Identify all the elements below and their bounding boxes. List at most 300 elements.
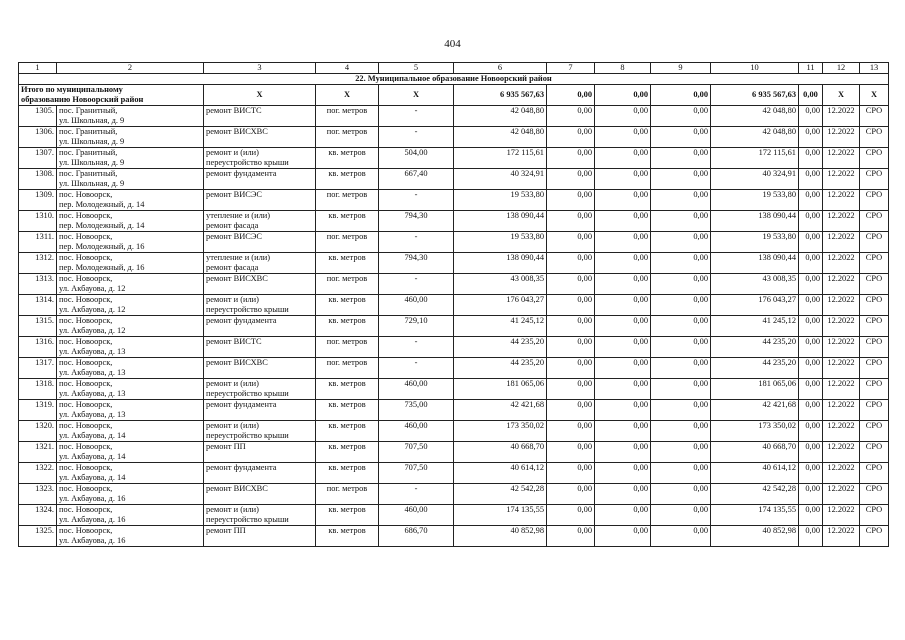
work-type-cell — [204, 253, 316, 274]
value-cell: 0,00 — [547, 505, 595, 526]
column-number: 13 — [860, 63, 889, 74]
page-number: 404 — [444, 38, 461, 50]
value-cell: 0,00 — [595, 358, 651, 379]
value-cell: 0,00 — [547, 211, 595, 232]
value-cell: 0,00 — [651, 148, 711, 169]
value-cell: 0,00 — [799, 526, 823, 547]
work-type-cell — [204, 379, 316, 400]
address-cell-line1: пос. Гранитный, — [59, 148, 118, 157]
total-c8: 0,00 — [595, 85, 651, 106]
address-cell-line2: ул. Акбауова, д. 13 — [59, 347, 126, 356]
quantity-cell: 460,00 — [379, 379, 454, 400]
deadline-cell: 12.2022 — [823, 484, 860, 505]
work-type-cell — [204, 274, 316, 295]
cost-cell: 19 533,80 — [454, 190, 547, 211]
column-number: 11 — [799, 63, 823, 74]
quantity-cell: 667,40 — [379, 169, 454, 190]
method-cell: СРО — [860, 358, 889, 379]
total-cost-cell: 181 065,06 — [711, 379, 799, 400]
address-cell-line1: пос. Новоорск, — [59, 337, 113, 346]
table-row — [19, 463, 889, 484]
quantity-cell: - — [379, 232, 454, 253]
address-cell — [57, 295, 204, 316]
work-type-cell-line1: ремонт и (или) — [206, 295, 259, 304]
work-type-cell — [204, 169, 316, 190]
cost-cell: 40 668,70 — [454, 442, 547, 463]
unit-cell: кв. метров — [316, 253, 379, 274]
value-cell: 0,00 — [651, 106, 711, 127]
value-cell: 0,00 — [799, 274, 823, 295]
method-cell: СРО — [860, 127, 889, 148]
unit-cell: пог. метров — [316, 232, 379, 253]
deadline-cell: 12.2022 — [823, 253, 860, 274]
work-type-cell — [204, 148, 316, 169]
value-cell: 0,00 — [595, 463, 651, 484]
cost-cell: 41 245,12 — [454, 316, 547, 337]
table-row — [19, 526, 889, 547]
address-cell-line2: пер. Молодежный, д. 16 — [59, 263, 145, 272]
method-cell: СРО — [860, 400, 889, 421]
address-cell-line1: пос. Новоорск, — [59, 526, 113, 535]
deadline-cell: 12.2022 — [823, 400, 860, 421]
address-cell-line2: пер. Молодежный, д. 14 — [59, 221, 145, 230]
row-number: 1315. — [19, 316, 57, 337]
address-cell — [57, 337, 204, 358]
value-cell: 0,00 — [547, 148, 595, 169]
work-type-cell — [204, 316, 316, 337]
unit-cell: пог. метров — [316, 484, 379, 505]
method-cell: СРО — [860, 232, 889, 253]
cost-cell: 44 235,20 — [454, 337, 547, 358]
address-cell-line1: пос. Новоорск, — [59, 295, 113, 304]
value-cell: 0,00 — [799, 505, 823, 526]
unit-cell: пог. метров — [316, 358, 379, 379]
address-cell — [57, 505, 204, 526]
value-cell: 0,00 — [651, 526, 711, 547]
value-cell: 0,00 — [799, 253, 823, 274]
address-cell — [57, 484, 204, 505]
total-cost-cell: 40 852,98 — [711, 526, 799, 547]
total-c3: X — [204, 85, 316, 106]
work-type-cell-line1: ремонт и (или) — [206, 148, 259, 157]
total-c4: X — [316, 85, 379, 106]
address-cell-line1: пос. Новоорск, — [59, 190, 113, 199]
address-cell — [57, 253, 204, 274]
table-row — [19, 379, 889, 400]
section-row — [19, 74, 889, 85]
address-cell-line2: ул. Акбауова, д. 12 — [59, 284, 126, 293]
table-row — [19, 148, 889, 169]
row-number: 1310. — [19, 211, 57, 232]
value-cell: 0,00 — [799, 484, 823, 505]
address-cell-line1: пос. Новоорск, — [59, 463, 113, 472]
unit-cell: пог. метров — [316, 337, 379, 358]
address-cell-line1: пос. Новоорск, — [59, 316, 113, 325]
address-cell — [57, 316, 204, 337]
work-type-cell-line1: ремонт фундамента — [206, 400, 277, 409]
deadline-cell: 12.2022 — [823, 232, 860, 253]
value-cell: 0,00 — [547, 295, 595, 316]
table-row — [19, 421, 889, 442]
column-number: 2 — [57, 63, 204, 74]
table-row — [19, 190, 889, 211]
total-cost-cell: 138 090,44 — [711, 253, 799, 274]
unit-cell: кв. метров — [316, 295, 379, 316]
value-cell: 0,00 — [595, 337, 651, 358]
column-number: 4 — [316, 63, 379, 74]
value-cell: 0,00 — [595, 484, 651, 505]
quantity-cell: 735,00 — [379, 400, 454, 421]
work-type-cell-line2: переустройство крыши — [206, 158, 289, 167]
address-cell-line2: ул. Акбауова, д. 13 — [59, 389, 126, 398]
row-number: 1324. — [19, 505, 57, 526]
value-cell: 0,00 — [651, 379, 711, 400]
cost-cell: 42 048,80 — [454, 106, 547, 127]
total-cost-cell: 44 235,20 — [711, 337, 799, 358]
value-cell: 0,00 — [595, 169, 651, 190]
total-label — [19, 85, 204, 106]
value-cell: 0,00 — [799, 463, 823, 484]
address-cell — [57, 190, 204, 211]
row-number: 1314. — [19, 295, 57, 316]
value-cell: 0,00 — [799, 190, 823, 211]
method-cell: СРО — [860, 274, 889, 295]
row-number: 1317. — [19, 358, 57, 379]
work-type-cell-line1: ремонт ВИСЭС — [206, 190, 262, 199]
method-cell: СРО — [860, 421, 889, 442]
address-cell-line2: ул. Акбауова, д. 14 — [59, 431, 126, 440]
value-cell: 0,00 — [651, 274, 711, 295]
deadline-cell: 12.2022 — [823, 211, 860, 232]
work-type-cell-line2: переустройство крыши — [206, 515, 289, 524]
work-type-cell — [204, 190, 316, 211]
work-type-cell-line2: переустройство крыши — [206, 389, 289, 398]
address-cell-line1: пос. Новоорск, — [59, 442, 113, 451]
unit-cell: пог. метров — [316, 274, 379, 295]
deadline-cell: 12.2022 — [823, 463, 860, 484]
value-cell: 0,00 — [799, 211, 823, 232]
work-type-cell-line1: ремонт и (или) — [206, 505, 259, 514]
row-number: 1323. — [19, 484, 57, 505]
value-cell: 0,00 — [547, 274, 595, 295]
quantity-cell: 460,00 — [379, 295, 454, 316]
row-number: 1316. — [19, 337, 57, 358]
capital-repair-table — [18, 62, 889, 547]
quantity-cell: 707,50 — [379, 442, 454, 463]
address-cell-line2: ул. Акбауова, д. 12 — [59, 305, 126, 314]
deadline-cell: 12.2022 — [823, 106, 860, 127]
address-cell — [57, 106, 204, 127]
table-row — [19, 127, 889, 148]
value-cell: 0,00 — [651, 253, 711, 274]
cost-cell: 19 533,80 — [454, 232, 547, 253]
value-cell: 0,00 — [595, 421, 651, 442]
value-cell: 0,00 — [595, 316, 651, 337]
work-type-cell-line1: ремонт ВИСТС — [206, 106, 262, 115]
method-cell: СРО — [860, 253, 889, 274]
unit-cell: кв. метров — [316, 169, 379, 190]
work-type-cell — [204, 505, 316, 526]
method-cell: СРО — [860, 379, 889, 400]
cost-cell: 40 852,98 — [454, 526, 547, 547]
value-cell: 0,00 — [651, 316, 711, 337]
column-number: 6 — [454, 63, 547, 74]
value-cell: 0,00 — [799, 169, 823, 190]
table-row — [19, 316, 889, 337]
work-type-cell-line1: утепление и (или) — [206, 253, 271, 262]
value-cell: 0,00 — [547, 232, 595, 253]
row-number: 1308. — [19, 169, 57, 190]
value-cell: 0,00 — [595, 295, 651, 316]
cost-cell: 174 135,55 — [454, 505, 547, 526]
cost-cell: 138 090,44 — [454, 253, 547, 274]
value-cell: 0,00 — [799, 295, 823, 316]
value-cell: 0,00 — [799, 400, 823, 421]
address-cell-line1: пос. Новоорск, — [59, 400, 113, 409]
address-cell — [57, 526, 204, 547]
work-type-cell-line1: ремонт фундамента — [206, 169, 277, 178]
total-cost-cell: 43 008,35 — [711, 274, 799, 295]
total-c10: 6 935 567,63 — [711, 85, 799, 106]
quantity-cell: 729,10 — [379, 316, 454, 337]
total-cost-cell: 176 043,27 — [711, 295, 799, 316]
table-row — [19, 484, 889, 505]
address-cell-line1: пос. Новоорск, — [59, 211, 113, 220]
value-cell: 0,00 — [651, 232, 711, 253]
value-cell: 0,00 — [651, 211, 711, 232]
work-type-cell-line2: ремонт фасада — [206, 263, 259, 272]
table-row — [19, 400, 889, 421]
work-type-cell — [204, 400, 316, 421]
work-type-cell-line1: ремонт фундамента — [206, 316, 277, 325]
quantity-cell: 707,50 — [379, 463, 454, 484]
address-cell-line1: пос. Гранитный, — [59, 106, 118, 115]
work-type-cell-line2: переустройство крыши — [206, 431, 289, 440]
method-cell: СРО — [860, 295, 889, 316]
total-cost-cell: 42 048,80 — [711, 106, 799, 127]
work-type-cell — [204, 127, 316, 148]
total-c9: 0,00 — [651, 85, 711, 106]
unit-cell: пог. метров — [316, 106, 379, 127]
work-type-cell — [204, 526, 316, 547]
address-cell-line2: пер. Молодежный, д. 14 — [59, 200, 145, 209]
deadline-cell: 12.2022 — [823, 148, 860, 169]
work-type-cell-line1: утепление и (или) — [206, 211, 271, 220]
method-cell: СРО — [860, 526, 889, 547]
address-cell — [57, 379, 204, 400]
address-cell — [57, 421, 204, 442]
cost-cell: 44 235,20 — [454, 358, 547, 379]
unit-cell: кв. метров — [316, 379, 379, 400]
total-cost-cell: 138 090,44 — [711, 211, 799, 232]
column-number: 5 — [379, 63, 454, 74]
value-cell: 0,00 — [799, 148, 823, 169]
value-cell: 0,00 — [799, 127, 823, 148]
quantity-cell: - — [379, 190, 454, 211]
column-number: 1 — [19, 63, 57, 74]
value-cell: 0,00 — [595, 106, 651, 127]
column-number-row — [19, 63, 889, 74]
row-number: 1321. — [19, 442, 57, 463]
total-label-line1: Итого по муниципальному — [21, 85, 123, 94]
value-cell: 0,00 — [799, 442, 823, 463]
address-cell-line2: ул. Акбауова, д. 13 — [59, 368, 126, 377]
work-type-cell-line1: ремонт и (или) — [206, 379, 259, 388]
quantity-cell: 794,30 — [379, 211, 454, 232]
deadline-cell: 12.2022 — [823, 505, 860, 526]
work-type-cell — [204, 106, 316, 127]
value-cell: 0,00 — [595, 442, 651, 463]
work-type-cell-line1: ремонт ВИСХВС — [206, 274, 268, 283]
section-title: 22. Муниципальное образование Новоорский район — [19, 74, 889, 85]
method-cell: СРО — [860, 106, 889, 127]
total-cost-cell: 174 135,55 — [711, 505, 799, 526]
method-cell: СРО — [860, 484, 889, 505]
value-cell: 0,00 — [547, 358, 595, 379]
cost-cell: 42 421,68 — [454, 400, 547, 421]
address-cell-line2: ул. Акбауова, д. 16 — [59, 494, 126, 503]
address-cell-line2: ул. Акбауова, д. 12 — [59, 326, 126, 335]
value-cell: 0,00 — [547, 253, 595, 274]
row-number: 1313. — [19, 274, 57, 295]
value-cell: 0,00 — [547, 463, 595, 484]
work-type-cell-line1: ремонт и (или) — [206, 421, 259, 430]
method-cell: СРО — [860, 505, 889, 526]
address-cell-line1: пос. Новоорск, — [59, 379, 113, 388]
unit-cell: кв. метров — [316, 463, 379, 484]
address-cell-line1: пос. Новоорск, — [59, 253, 113, 262]
quantity-cell: 460,00 — [379, 505, 454, 526]
value-cell: 0,00 — [595, 505, 651, 526]
column-number: 10 — [711, 63, 799, 74]
work-type-cell-line1: ремонт ВИСТС — [206, 337, 262, 346]
method-cell: СРО — [860, 463, 889, 484]
deadline-cell: 12.2022 — [823, 379, 860, 400]
quantity-cell: 794,30 — [379, 253, 454, 274]
address-cell-line2: ул. Акбауова, д. 16 — [59, 515, 126, 524]
deadline-cell: 12.2022 — [823, 169, 860, 190]
row-number: 1305. — [19, 106, 57, 127]
address-cell — [57, 400, 204, 421]
total-c11: 0,00 — [799, 85, 823, 106]
address-cell-line1: пос. Новоорск, — [59, 484, 113, 493]
quantity-cell: 686,70 — [379, 526, 454, 547]
column-number: 3 — [204, 63, 316, 74]
table-row — [19, 253, 889, 274]
deadline-cell: 12.2022 — [823, 442, 860, 463]
deadline-cell: 12.2022 — [823, 337, 860, 358]
unit-cell: пог. метров — [316, 190, 379, 211]
work-type-cell-line2: переустройство крыши — [206, 305, 289, 314]
address-cell — [57, 463, 204, 484]
cost-cell: 138 090,44 — [454, 211, 547, 232]
value-cell: 0,00 — [547, 442, 595, 463]
address-cell-line2: пер. Молодежный, д. 16 — [59, 242, 145, 251]
total-c6: 6 935 567,63 — [454, 85, 547, 106]
value-cell: 0,00 — [547, 106, 595, 127]
address-cell-line1: пос. Новоорск, — [59, 274, 113, 283]
table-row — [19, 232, 889, 253]
value-cell: 0,00 — [547, 421, 595, 442]
unit-cell: кв. метров — [316, 316, 379, 337]
address-cell — [57, 148, 204, 169]
cost-cell: 172 115,61 — [454, 148, 547, 169]
work-type-cell-line1: ремонт ВИСХВС — [206, 127, 268, 136]
total-cost-cell: 172 115,61 — [711, 148, 799, 169]
row-number: 1319. — [19, 400, 57, 421]
value-cell: 0,00 — [651, 400, 711, 421]
method-cell: СРО — [860, 442, 889, 463]
address-cell-line2: ул. Акбауова, д. 13 — [59, 410, 126, 419]
row-number: 1325. — [19, 526, 57, 547]
value-cell: 0,00 — [595, 400, 651, 421]
address-cell-line2: ул. Школьная, д. 9 — [59, 137, 125, 146]
value-cell: 0,00 — [547, 526, 595, 547]
value-cell: 0,00 — [595, 379, 651, 400]
value-cell: 0,00 — [595, 211, 651, 232]
cost-cell: 40 324,91 — [454, 169, 547, 190]
address-cell-line2: ул. Школьная, д. 9 — [59, 116, 125, 125]
total-c12: X — [823, 85, 860, 106]
value-cell: 0,00 — [547, 484, 595, 505]
table-row — [19, 358, 889, 379]
method-cell: СРО — [860, 316, 889, 337]
deadline-cell: 12.2022 — [823, 421, 860, 442]
quantity-cell: - — [379, 358, 454, 379]
value-cell: 0,00 — [651, 358, 711, 379]
work-type-cell-line1: ремонт ВИСЭС — [206, 232, 262, 241]
method-cell: СРО — [860, 337, 889, 358]
deadline-cell: 12.2022 — [823, 274, 860, 295]
method-cell: СРО — [860, 211, 889, 232]
value-cell: 0,00 — [595, 148, 651, 169]
quantity-cell: - — [379, 127, 454, 148]
column-number: 12 — [823, 63, 860, 74]
address-cell-line2: ул. Акбауова, д. 14 — [59, 473, 126, 482]
value-cell: 0,00 — [799, 379, 823, 400]
row-number: 1307. — [19, 148, 57, 169]
value-cell: 0,00 — [595, 127, 651, 148]
column-number: 8 — [595, 63, 651, 74]
method-cell: СРО — [860, 190, 889, 211]
value-cell: 0,00 — [799, 232, 823, 253]
unit-cell: кв. метров — [316, 211, 379, 232]
value-cell: 0,00 — [595, 190, 651, 211]
table-row — [19, 505, 889, 526]
address-cell — [57, 274, 204, 295]
method-cell: СРО — [860, 169, 889, 190]
cost-cell: 176 043,27 — [454, 295, 547, 316]
work-type-cell — [204, 358, 316, 379]
method-cell: СРО — [860, 148, 889, 169]
column-number: 7 — [547, 63, 595, 74]
unit-cell: пог. метров — [316, 127, 379, 148]
work-type-cell-line1: ремонт ВИСХВС — [206, 484, 268, 493]
address-cell-line1: пос. Гранитный, — [59, 169, 118, 178]
unit-cell: кв. метров — [316, 148, 379, 169]
quantity-cell: - — [379, 106, 454, 127]
total-cost-cell: 42 048,80 — [711, 127, 799, 148]
total-cost-cell: 19 533,80 — [711, 190, 799, 211]
row-number: 1306. — [19, 127, 57, 148]
row-number: 1311. — [19, 232, 57, 253]
value-cell: 0,00 — [547, 400, 595, 421]
value-cell: 0,00 — [595, 526, 651, 547]
table-row — [19, 442, 889, 463]
total-cost-cell: 40 614,12 — [711, 463, 799, 484]
value-cell: 0,00 — [547, 127, 595, 148]
deadline-cell: 12.2022 — [823, 295, 860, 316]
